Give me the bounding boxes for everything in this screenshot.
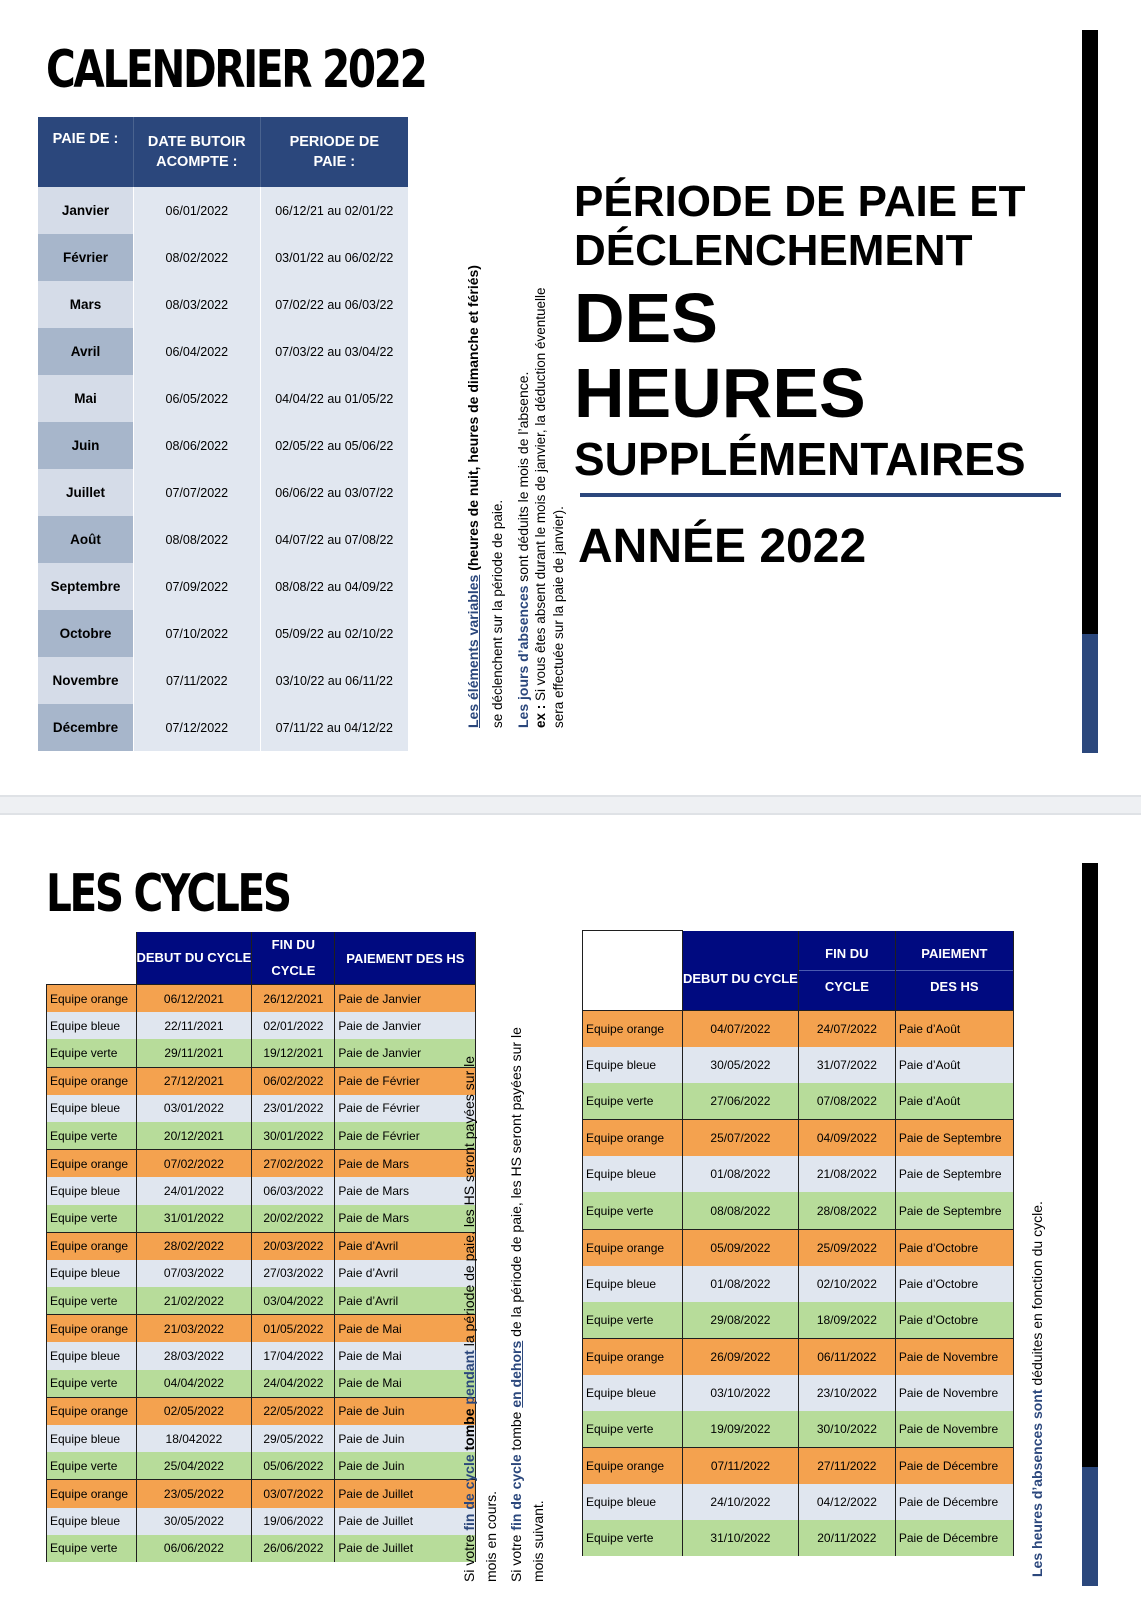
cycle-team: Equipe orange xyxy=(47,1397,137,1425)
cycle-start: 07/02/2022 xyxy=(136,1150,252,1178)
calendar-period: 04/07/22 au 07/08/22 xyxy=(260,516,408,563)
cycle-row xyxy=(583,1484,1014,1520)
calendar-row xyxy=(38,328,408,375)
ex-rest: Si vous êtes absent durant le mois de janvier, la déduction éventuelle xyxy=(533,287,548,705)
calendar-period: 06/12/21 au 02/01/22 xyxy=(260,187,408,234)
calendar-deadline: 08/02/2022 xyxy=(133,234,260,281)
calendar-deadline: 07/11/2022 xyxy=(133,657,260,704)
cycle-end: 02/10/2022 xyxy=(798,1266,895,1302)
note2-line2: mois suivant. xyxy=(530,1500,546,1582)
edge-bar-blue-bottom xyxy=(1082,1467,1098,1586)
empty-corner-right xyxy=(583,931,683,1011)
cycle-team: Equipe orange xyxy=(47,1480,137,1508)
cycle-row xyxy=(583,1156,1014,1192)
cycle-pay: Paie de Février xyxy=(335,1067,476,1095)
cycle-pay: Paie de Novembre xyxy=(895,1375,1013,1411)
cycle-start: 23/05/2022 xyxy=(136,1480,252,1508)
cycle-team: Equipe bleue xyxy=(583,1266,683,1302)
cycle-start: 01/08/2022 xyxy=(683,1266,799,1302)
cycle-team: Equipe orange xyxy=(47,1150,137,1178)
edge-bar-black-bottom xyxy=(1082,863,1098,1467)
cycle-row xyxy=(47,1232,476,1260)
cycle-start: 30/05/2022 xyxy=(136,1508,252,1535)
calendar-deadline: 08/08/2022 xyxy=(133,516,260,563)
cycle-end: 19/12/2021 xyxy=(252,1039,335,1067)
cycle-end: 02/01/2022 xyxy=(252,1012,335,1039)
header-paiement: PAIEMENT DES HS xyxy=(335,932,476,985)
cycle-end: 24/04/2022 xyxy=(252,1370,335,1398)
calendar-month: Janvier xyxy=(38,187,133,234)
cycle-end: 04/12/2022 xyxy=(798,1484,895,1520)
cycle-end: 07/08/2022 xyxy=(798,1083,895,1120)
cycle-team: Equipe bleue xyxy=(47,1012,137,1039)
header-fin-1: FIN DU xyxy=(271,937,316,952)
cycle-pay: Paie d’Août xyxy=(895,1083,1013,1120)
cycle-team: Equipe bleue xyxy=(47,1260,137,1287)
cycle-end: 26/12/2021 xyxy=(252,985,335,1013)
cycles-table-right xyxy=(582,930,1014,1556)
cycle-start: 29/11/2021 xyxy=(136,1039,252,1067)
cycle-row xyxy=(47,1508,476,1535)
calendar-period: 04/04/22 au 01/05/22 xyxy=(260,375,408,422)
cycle-pay: Paie de Décembre xyxy=(895,1484,1013,1520)
cycle-team: Equipe verte xyxy=(47,1287,137,1315)
cycle-start: 28/02/2022 xyxy=(136,1232,252,1260)
cycle-end: 26/06/2022 xyxy=(252,1535,335,1562)
cycle-pay: Paie de Juillet xyxy=(335,1535,476,1562)
cycle-pay: Paie de Mai xyxy=(335,1342,476,1369)
cycle-pay: Paie de Juin xyxy=(335,1425,476,1452)
cycle-start: 01/08/2022 xyxy=(683,1156,799,1192)
cycle-end: 06/03/2022 xyxy=(252,1177,335,1204)
heading-line5: SUPPLÉMENTAIRES xyxy=(574,433,1026,485)
cycle-team: Equipe orange xyxy=(583,1120,683,1157)
cycle-row xyxy=(47,1177,476,1204)
cycle-row xyxy=(583,1083,1014,1120)
note1-d: pendant xyxy=(461,1350,477,1405)
empty-corner xyxy=(47,932,137,985)
cycle-pay: Paie d’Avril xyxy=(335,1287,476,1315)
variables-link: Les éléments variables xyxy=(465,574,481,728)
calendar-period: 08/08/22 au 04/09/22 xyxy=(260,563,408,610)
cycle-note-dehors xyxy=(505,1027,549,1582)
cycle-team: Equipe orange xyxy=(583,1229,683,1266)
cycle-start: 08/08/2022 xyxy=(683,1192,799,1229)
cycle-pay: Paie de Novembre xyxy=(895,1338,1013,1375)
heading-year: ANNÉE 2022 xyxy=(578,520,867,573)
calendar-period: 07/03/22 au 03/04/22 xyxy=(260,328,408,375)
cycle-start: 27/12/2021 xyxy=(136,1067,252,1095)
cycle-start: 31/01/2022 xyxy=(136,1205,252,1233)
variables-detail: (heures de nuit, heures de dimanche et fériés) xyxy=(465,265,481,575)
cycle-row xyxy=(583,1302,1014,1339)
cycle-end: 20/02/2022 xyxy=(252,1205,335,1233)
header-fin-2: CYCLE xyxy=(271,963,316,978)
calendar-row xyxy=(38,234,408,281)
cycle-start: 25/04/2022 xyxy=(136,1452,252,1480)
absences-link: jours d’absences xyxy=(515,585,531,700)
cycle-team: Equipe bleue xyxy=(583,1484,683,1520)
cycle-start: 06/12/2021 xyxy=(136,985,252,1013)
cycle-row xyxy=(583,1338,1014,1375)
cycle-end: 06/11/2022 xyxy=(798,1338,895,1375)
cycle-start: 04/07/2022 xyxy=(683,1011,799,1048)
cycle-row xyxy=(47,1150,476,1178)
cycle-pay: Paie d’Août xyxy=(895,1011,1013,1048)
calendar-month: Juillet xyxy=(38,469,133,516)
cycle-team: Equipe bleue xyxy=(583,1156,683,1192)
cycle-team: Equipe bleue xyxy=(47,1342,137,1369)
calendar-period: 02/05/22 au 05/06/22 xyxy=(260,422,408,469)
cycle-start: 24/01/2022 xyxy=(136,1177,252,1204)
calendar-month: Septembre xyxy=(38,563,133,610)
calendar-period: 03/10/22 au 06/11/22 xyxy=(260,657,408,704)
cycle-row xyxy=(583,1448,1014,1485)
cycle-pay: Paie de Janvier xyxy=(335,1039,476,1067)
cycle-pay: Paie de Septembre xyxy=(895,1192,1013,1229)
cycle-pay: Paie de Juin xyxy=(335,1452,476,1480)
header-fin xyxy=(252,932,335,985)
page-separator xyxy=(0,795,1141,815)
cycle-team: Equipe verte xyxy=(583,1192,683,1229)
absences-cycle-note xyxy=(1027,1201,1047,1577)
cycle-start: 02/05/2022 xyxy=(136,1397,252,1425)
calendar-title: CALENDRIER 2022 xyxy=(46,40,426,100)
note1-b: fin de cycle xyxy=(461,1454,477,1531)
cycle-end: 25/09/2022 xyxy=(798,1229,895,1266)
cycle-row xyxy=(47,1342,476,1369)
cycle-row xyxy=(47,1452,476,1480)
cycle-row xyxy=(47,1205,476,1233)
calendar-month: Février xyxy=(38,234,133,281)
note1-e: la période de paie, les HS seront payées sur le xyxy=(461,1055,477,1351)
note1-c: tombe xyxy=(461,1404,477,1455)
cycle-end: 19/06/2022 xyxy=(252,1508,335,1535)
note3-b: déduites en fonction du cycle. xyxy=(1029,1201,1045,1390)
cycle-team: Equipe orange xyxy=(47,1315,137,1343)
cycle-end: 24/07/2022 xyxy=(798,1011,895,1048)
cycle-pay: Paie de Mai xyxy=(335,1370,476,1398)
cycle-row xyxy=(583,1411,1014,1448)
cycle-pay: Paie d’Octobre xyxy=(895,1266,1013,1302)
cycle-start: 06/06/2022 xyxy=(136,1535,252,1562)
cycle-pay: Paie de Février xyxy=(335,1122,476,1150)
cycle-end: 04/09/2022 xyxy=(798,1120,895,1157)
calendar-row xyxy=(38,516,408,563)
calendar-period: 07/11/22 au 04/12/22 xyxy=(260,704,408,751)
cycle-end: 28/08/2022 xyxy=(798,1192,895,1229)
cycle-pay: Paie de Mars xyxy=(335,1177,476,1204)
cycle-row xyxy=(583,1266,1014,1302)
variables-line2: se déclenchent sur la période de paie. xyxy=(490,499,505,728)
cycle-team: Equipe verte xyxy=(47,1122,137,1150)
cycle-row xyxy=(583,1047,1014,1083)
header-fin-right-1: FIN DU xyxy=(799,938,895,971)
cycle-team: Equipe bleue xyxy=(583,1047,683,1083)
calendar-month: Novembre xyxy=(38,657,133,704)
cycle-end: 17/04/2022 xyxy=(252,1342,335,1369)
note1-a: Si votre xyxy=(461,1530,477,1582)
cycle-pay: Paie d’Octobre xyxy=(895,1302,1013,1339)
calendar-deadline: 08/03/2022 xyxy=(133,281,260,328)
note2-b: fin de cycle xyxy=(508,1454,524,1531)
cycle-end: 30/10/2022 xyxy=(798,1411,895,1448)
cycle-pay: Paie de Septembre xyxy=(895,1156,1013,1192)
note1-line2: mois en cours. xyxy=(483,1490,499,1582)
cycle-row xyxy=(47,1287,476,1315)
cycle-start: 20/12/2021 xyxy=(136,1122,252,1150)
calendar-row xyxy=(38,563,408,610)
calendar-deadline: 07/09/2022 xyxy=(133,563,260,610)
cycle-pay: Paie de Décembre xyxy=(895,1448,1013,1485)
heading-line4: HEURES xyxy=(574,354,866,432)
absences-prefix: Les xyxy=(515,699,531,728)
cycle-team: Equipe orange xyxy=(583,1448,683,1485)
cycle-row xyxy=(47,1535,476,1562)
cycle-end: 29/05/2022 xyxy=(252,1425,335,1452)
calendar-deadline: 06/01/2022 xyxy=(133,187,260,234)
cycle-row xyxy=(47,1122,476,1150)
ex-line2: sera effectuée sur la paie de janvier). xyxy=(551,506,566,728)
cycle-end: 20/11/2022 xyxy=(798,1520,895,1556)
calendar-period: 07/02/22 au 06/03/22 xyxy=(260,281,408,328)
cycle-team: Equipe bleue xyxy=(47,1508,137,1535)
cycle-pay: Paie de Septembre xyxy=(895,1120,1013,1157)
cycle-row xyxy=(47,1397,476,1425)
cycle-start: 26/09/2022 xyxy=(683,1338,799,1375)
calendar-deadline: 07/12/2022 xyxy=(133,704,260,751)
calendar-period: 06/06/22 au 03/07/22 xyxy=(260,469,408,516)
cycle-team: Equipe orange xyxy=(583,1338,683,1375)
note2-a: Si votre xyxy=(508,1530,524,1582)
cycle-team: Equipe verte xyxy=(47,1535,137,1562)
cycle-team: Equipe bleue xyxy=(47,1177,137,1204)
cycle-row xyxy=(583,1375,1014,1411)
calendar-row xyxy=(38,704,408,751)
calendar-period: 05/09/22 au 02/10/22 xyxy=(260,610,408,657)
calendar-period: 03/01/22 au 06/02/22 xyxy=(260,234,408,281)
cycle-row xyxy=(47,1095,476,1122)
cycle-start: 07/11/2022 xyxy=(683,1448,799,1485)
cycles-table-left xyxy=(46,932,476,1562)
cycle-team: Equipe verte xyxy=(583,1411,683,1448)
cycle-start: 19/09/2022 xyxy=(683,1411,799,1448)
header-date-butoir: DATE BUTOIR ACOMPTE : xyxy=(133,117,260,187)
cycle-row xyxy=(47,985,476,1013)
cycle-pay: Paie de Juin xyxy=(335,1397,476,1425)
cycle-end: 27/02/2022 xyxy=(252,1150,335,1178)
calendar-month: Décembre xyxy=(38,704,133,751)
cycle-start: 07/03/2022 xyxy=(136,1260,252,1287)
cycle-team: Equipe bleue xyxy=(47,1095,137,1122)
cycle-end: 31/07/2022 xyxy=(798,1047,895,1083)
cycle-end: 05/06/2022 xyxy=(252,1452,335,1480)
cycle-row xyxy=(47,1039,476,1067)
cycle-team: Equipe bleue xyxy=(47,1425,137,1452)
cycle-pay: Paie de Décembre xyxy=(895,1520,1013,1556)
note2-c: tombe xyxy=(508,1407,524,1455)
cycle-row xyxy=(583,1192,1014,1229)
cycle-end: 20/03/2022 xyxy=(252,1232,335,1260)
cycle-start: 03/10/2022 xyxy=(683,1375,799,1411)
calendar-month: Juin xyxy=(38,422,133,469)
heading-line2: DÉCLENCHEMENT xyxy=(574,226,973,275)
cycle-pay: Paie d’Avril xyxy=(335,1232,476,1260)
cycle-start: 18/042022 xyxy=(136,1425,252,1452)
cycle-end: 23/10/2022 xyxy=(798,1375,895,1411)
cycle-pay: Paie de Juillet xyxy=(335,1508,476,1535)
cycle-start: 24/10/2022 xyxy=(683,1484,799,1520)
cycles-title: LES CYCLES xyxy=(46,864,290,924)
calendar-row xyxy=(38,281,408,328)
cycle-team: Equipe orange xyxy=(47,1067,137,1095)
header-periode: PERIODE DE PAIE : xyxy=(260,117,408,187)
cycle-end: 22/05/2022 xyxy=(252,1397,335,1425)
cycle-pay: Paie d’Avril xyxy=(335,1260,476,1287)
calendar-deadline: 08/06/2022 xyxy=(133,422,260,469)
cycle-row xyxy=(47,1315,476,1343)
cycle-end: 18/09/2022 xyxy=(798,1302,895,1339)
cycle-row xyxy=(47,1012,476,1039)
calendar-row xyxy=(38,375,408,422)
absences-note xyxy=(514,287,568,728)
header-paiement-right xyxy=(895,931,1013,1011)
cycle-row xyxy=(47,1480,476,1508)
cycle-end: 27/11/2022 xyxy=(798,1448,895,1485)
variables-note xyxy=(463,265,508,728)
header-debut-right: DEBUT DU CYCLE xyxy=(683,931,799,1011)
cycle-team: Equipe verte xyxy=(583,1302,683,1339)
cycle-pay: Paie d’Octobre xyxy=(895,1229,1013,1266)
calendar-row xyxy=(38,657,408,704)
cycle-row xyxy=(583,1229,1014,1266)
cycle-pay: Paie de Janvier xyxy=(335,985,476,1013)
calendar-deadline: 06/04/2022 xyxy=(133,328,260,375)
cycle-team: Equipe orange xyxy=(47,985,137,1013)
ex-label: ex : xyxy=(533,704,548,728)
note2-e: de la période de paie, les HS seront payées sur le xyxy=(508,1027,524,1341)
cycle-start: 03/01/2022 xyxy=(136,1095,252,1122)
cycle-start: 25/07/2022 xyxy=(683,1120,799,1157)
cycle-end: 21/08/2022 xyxy=(798,1156,895,1192)
cycle-start: 29/08/2022 xyxy=(683,1302,799,1339)
cycle-end: 23/01/2022 xyxy=(252,1095,335,1122)
cycle-row xyxy=(47,1370,476,1398)
cycle-end: 30/01/2022 xyxy=(252,1122,335,1150)
cycle-team: Equipe verte xyxy=(47,1205,137,1233)
cycle-row xyxy=(583,1120,1014,1157)
edge-bar-blue xyxy=(1082,634,1098,753)
cycle-pay: Paie de Janvier xyxy=(335,1012,476,1039)
cycle-pay: Paie de Mai xyxy=(335,1315,476,1343)
cycle-start: 28/03/2022 xyxy=(136,1342,252,1369)
calendar-month: Août xyxy=(38,516,133,563)
cycle-end: 01/05/2022 xyxy=(252,1315,335,1343)
cycle-end: 27/03/2022 xyxy=(252,1260,335,1287)
calendar-month: Octobre xyxy=(38,610,133,657)
cycle-pay: Paie de Mars xyxy=(335,1205,476,1233)
cycle-team: Equipe orange xyxy=(47,1232,137,1260)
calendar-deadline: 06/05/2022 xyxy=(133,375,260,422)
header-pay-right-1: PAIEMENT xyxy=(896,938,1013,971)
cycle-end: 06/02/2022 xyxy=(252,1067,335,1095)
cycle-pay: Paie de Juillet xyxy=(335,1480,476,1508)
calendar-month: Avril xyxy=(38,328,133,375)
cycle-row xyxy=(47,1425,476,1452)
calendar-row xyxy=(38,187,408,234)
calendar-month: Mai xyxy=(38,375,133,422)
heading-line1: PÉRIODE DE PAIE ET xyxy=(574,177,1026,226)
cycle-pay: Paie de Février xyxy=(335,1095,476,1122)
cycle-start: 21/02/2022 xyxy=(136,1287,252,1315)
cycle-note-pendant xyxy=(458,1056,502,1582)
cycle-team: Equipe orange xyxy=(583,1011,683,1048)
header-fin-right xyxy=(798,931,895,1011)
cycle-row xyxy=(583,1011,1014,1048)
header-pay-right-2: DES HS xyxy=(930,978,979,994)
cycle-team: Equipe verte xyxy=(583,1083,683,1120)
absences-rest: sont déduits le mois de l’absence. xyxy=(515,371,531,586)
calendar-deadline: 07/10/2022 xyxy=(133,610,260,657)
heading-line3: DES xyxy=(574,279,718,357)
calendar-table xyxy=(38,117,408,751)
calendar-deadline: 07/07/2022 xyxy=(133,469,260,516)
header-debut: DEBUT DU CYCLE xyxy=(136,932,252,985)
cycle-row xyxy=(47,1067,476,1095)
cycle-start: 22/11/2021 xyxy=(136,1012,252,1039)
note3-a: Les heures d’absences sont xyxy=(1029,1389,1045,1577)
cycle-team: Equipe verte xyxy=(47,1039,137,1067)
calendar-row xyxy=(38,610,408,657)
cycle-row xyxy=(583,1520,1014,1556)
header-paie-de: PAIE DE : xyxy=(38,117,133,187)
calendar-row xyxy=(38,422,408,469)
edge-bar-black xyxy=(1082,30,1098,634)
header-fin-right-2: CYCLE xyxy=(824,978,869,994)
cycle-start: 27/06/2022 xyxy=(683,1083,799,1120)
heading-underline xyxy=(580,493,1061,497)
cycle-team: Equipe bleue xyxy=(583,1375,683,1411)
cycle-end: 03/07/2022 xyxy=(252,1480,335,1508)
calendar-month: Mars xyxy=(38,281,133,328)
cycle-pay: Paie d’Août xyxy=(895,1047,1013,1083)
cycle-team: Equipe verte xyxy=(47,1452,137,1480)
cycle-start: 21/03/2022 xyxy=(136,1315,252,1343)
cycle-team: Equipe verte xyxy=(583,1520,683,1556)
cycle-pay: Paie de Novembre xyxy=(895,1411,1013,1448)
cycle-team: Equipe verte xyxy=(47,1370,137,1398)
cycle-row xyxy=(47,1260,476,1287)
cycle-start: 30/05/2022 xyxy=(683,1047,799,1083)
calendar-row xyxy=(38,469,408,516)
note2-d: en dehors xyxy=(508,1340,524,1408)
cycle-start: 04/04/2022 xyxy=(136,1370,252,1398)
cycle-start: 31/10/2022 xyxy=(683,1520,799,1556)
cycle-pay: Paie de Mars xyxy=(335,1150,476,1178)
cycle-end: 03/04/2022 xyxy=(252,1287,335,1315)
cycle-start: 05/09/2022 xyxy=(683,1229,799,1266)
